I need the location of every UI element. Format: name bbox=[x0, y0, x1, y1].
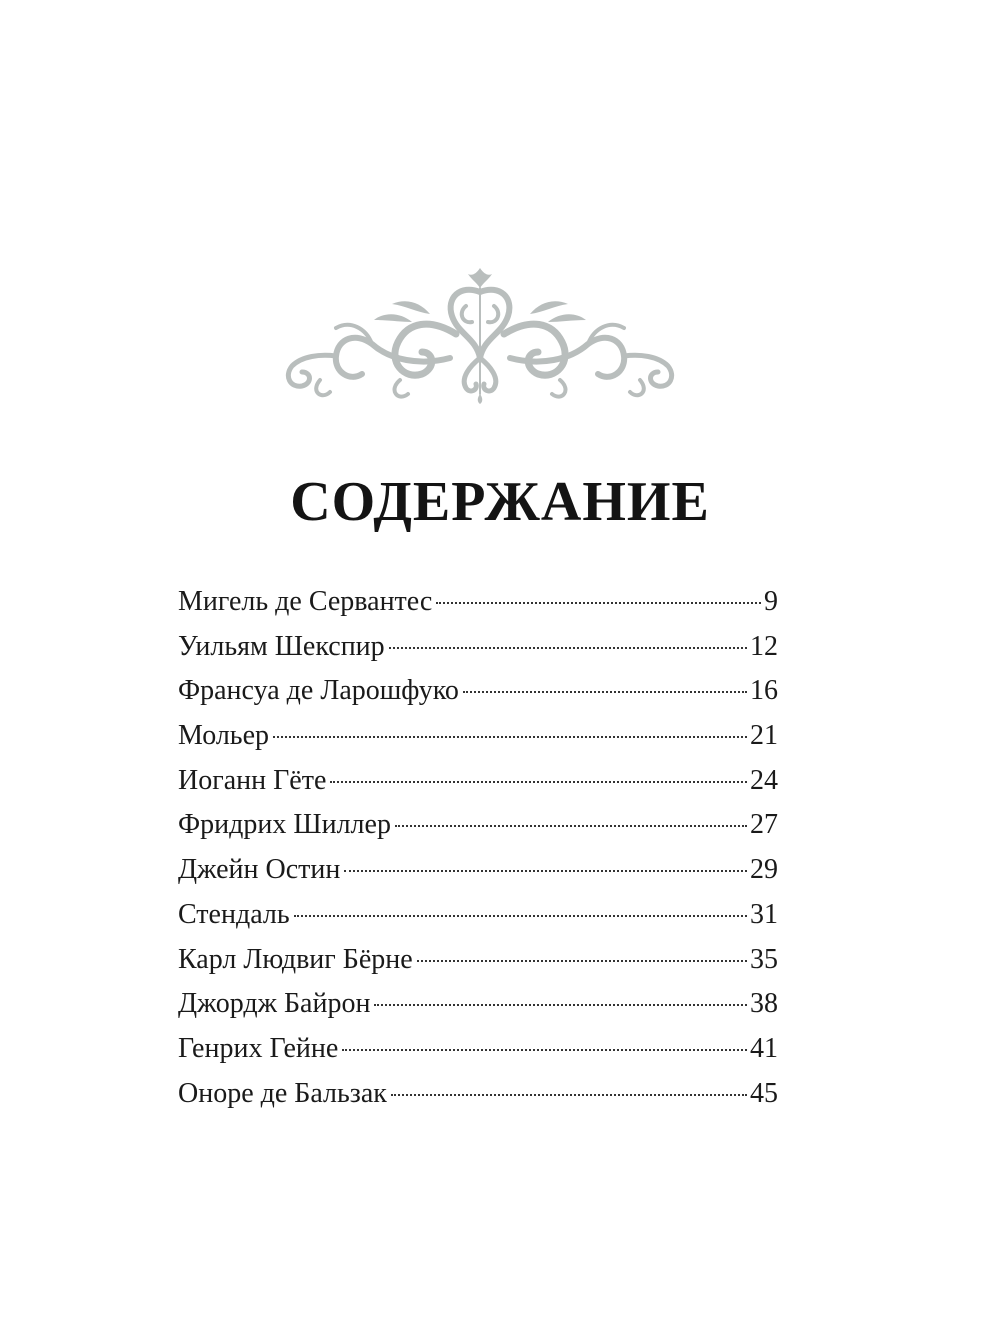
toc-entry-page: 9 bbox=[764, 586, 778, 617]
toc-dot-leader bbox=[395, 823, 747, 827]
toc-dot-leader bbox=[342, 1047, 747, 1051]
toc-entry-page: 12 bbox=[750, 630, 778, 662]
toc-entry[interactable] bbox=[178, 848, 778, 893]
toc-entry[interactable] bbox=[178, 580, 778, 625]
toc-entry[interactable] bbox=[178, 669, 778, 714]
toc-entry-title: Франсуа де Ларошфуко bbox=[178, 675, 459, 707]
toc-entry-page: 45 bbox=[750, 1077, 778, 1109]
toc-dot-leader bbox=[417, 958, 747, 962]
toc-entry[interactable] bbox=[178, 1072, 778, 1117]
toc-dot-leader bbox=[391, 1092, 747, 1096]
toc-dot-leader bbox=[330, 779, 747, 783]
toc-dot-leader bbox=[389, 645, 747, 649]
toc-entry-title: Генрих Гейне bbox=[178, 1032, 339, 1064]
toc-dot-leader bbox=[463, 689, 747, 693]
toc-entry[interactable] bbox=[178, 1027, 778, 1072]
toc-entry-page: 41 bbox=[750, 1032, 778, 1064]
toc-entry-page: 27 bbox=[750, 809, 778, 841]
toc-dot-leader bbox=[436, 600, 761, 604]
toc-entry[interactable] bbox=[178, 803, 778, 848]
toc-entry-title: Фридрих Шиллер bbox=[178, 809, 391, 841]
toc-entry-page: 29 bbox=[750, 854, 778, 886]
toc-dot-leader bbox=[273, 734, 747, 738]
toc-entry-title: Джейн Остин bbox=[178, 854, 341, 886]
toc-entry[interactable] bbox=[178, 625, 778, 670]
toc-entry[interactable] bbox=[178, 714, 778, 759]
table-of-contents bbox=[178, 580, 778, 1116]
toc-entry-title: Иоганн Гёте bbox=[178, 764, 327, 796]
toc-entry-page: 31 bbox=[750, 898, 778, 930]
toc-entry-title: Джордж Байрон bbox=[178, 988, 371, 1020]
toc-entry-page: 16 bbox=[750, 675, 778, 707]
floral-scroll-ornament-icon bbox=[280, 262, 680, 408]
toc-dot-leader bbox=[344, 868, 747, 872]
toc-dot-leader bbox=[294, 913, 747, 917]
toc-entry-title: Мигель де Сервантес bbox=[178, 586, 433, 617]
toc-entry-page: 38 bbox=[750, 988, 778, 1020]
toc-entry[interactable] bbox=[178, 759, 778, 804]
toc-entry-page: 35 bbox=[750, 943, 778, 975]
toc-entry[interactable] bbox=[178, 893, 778, 938]
toc-entry-title: Оноре де Бальзак bbox=[178, 1077, 387, 1109]
toc-dot-leader bbox=[374, 1002, 747, 1006]
toc-entry-title: Мольер bbox=[178, 720, 269, 752]
page-title: СОДЕРЖАНИЕ bbox=[290, 471, 710, 533]
toc-entry[interactable] bbox=[178, 982, 778, 1027]
toc-entry-title: Карл Людвиг Бёрне bbox=[178, 943, 413, 975]
toc-entry-page: 24 bbox=[750, 764, 778, 796]
toc-entry-title: Уильям Шекспир bbox=[178, 630, 385, 662]
toc-entry-page: 21 bbox=[750, 720, 778, 752]
toc-entry-title: Стендаль bbox=[178, 898, 290, 930]
toc-entry[interactable] bbox=[178, 938, 778, 983]
